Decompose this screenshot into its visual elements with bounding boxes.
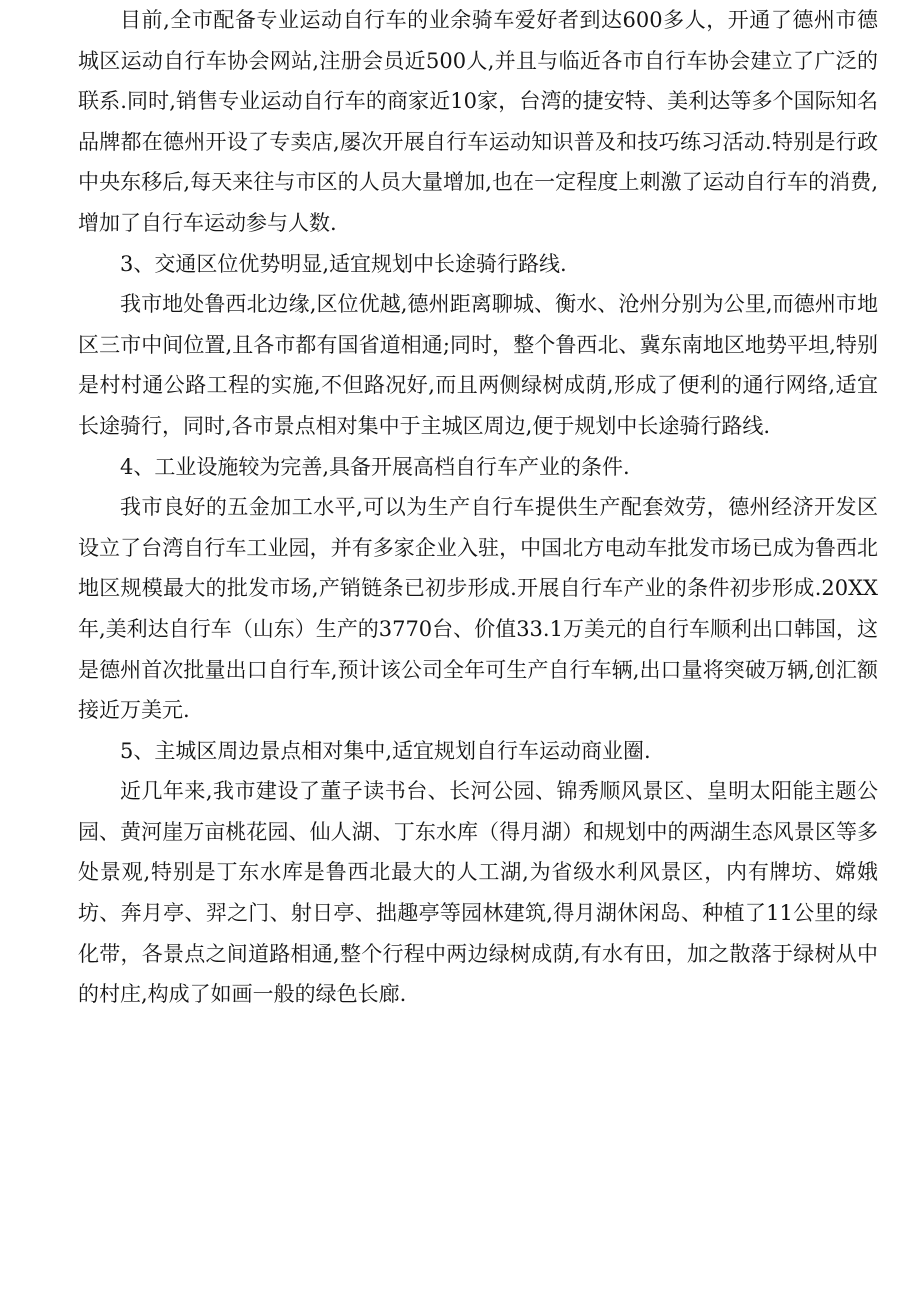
heading-scenic-spots: 5、主城区周边景点相对集中,适宜规划自行车运动商业圈. [120,738,651,763]
paragraph-transport-location: 我市地处鲁西北边缘,区位优越,德州距离聊城、衡水、沧州分别为公里,而德州市地区三市中间位置,且各市都有国省道相通;同时，整个鲁西北、冀东南地区地势平坦,特别是村村通公路工程的实施,不但路况好,而且两侧绿树成荫,形成了便利的通行网络,适宜长途骑行，同时,各市景点相对集中于主城区周边,便于规划中长途骑行路线. [78,292,878,438]
heading-transport-location: 3、交通区位优势明显,适宜规划中长途骑行路线. [120,251,567,276]
paragraph-scenic-spots: 近几年来,我市建设了董子读书台、长河公园、锦秀顺风景区、皇明太阳能主题公园、黄河崖万亩桃花园、仙人湖、丁东水库（得月湖）和规划中的两湖生态风景区等多处景观,特别是丁东水库是鲁西北最大的人工湖,为省级水利风景区，内有牌坊、嫦娥坊、奔月亭、羿之门、射日亭、拙趣亭等园林建筑,得月湖休闲岛、种植了11公里的绿化带，各景点之间道路相通,整个行程中两边绿树成荫,有水有田，加之散落于绿树从中的村庄,构成了如画一般的绿色长廊. [78,779,878,1007]
heading-industrial-facilities: 4、工业设施较为完善,具备开展高档自行车产业的条件. [120,454,630,479]
paragraph-cycling-enthusiasts: 目前,全市配备专业运动自行车的业余骑车爱好者到达600多人，开通了德州市德城区运动自行车协会网站,注册会员近500人,并且与临近各市自行车协会建立了广泛的联系.同时,销售专业运动自行车的商家近10家，台湾的捷安特、美利达等多个国际知名品牌都在德州开设了专卖店,屡次开展自行车运动知识普及和技巧练习活动.特别是行政中央东移后,每天来往与市区的人员大量增加,也在一定程度上刺激了运动自行车的消费,增加了自行车运动参与人数. [78,8,878,235]
paragraph-industrial-facilities: 我市良好的五金加工水平,可以为生产自行车提供生产配套效劳，德州经济开发区设立了台湾自行车工业园，并有多家企业入驻，中国北方电动车批发市场已成为鲁西北地区规模最大的批发市场,产销链条已初步形成.开展自行车产业的条件初步形成.20XX年,美利达自行车（山东）生产的3770台、价值33.1万美元的自行车顺利出口韩国，这是德州首次批量出口自行车,预计该公司全年可生产自行车辆,出口量将突破万辆,创汇额接近万美元. [78,495,878,723]
